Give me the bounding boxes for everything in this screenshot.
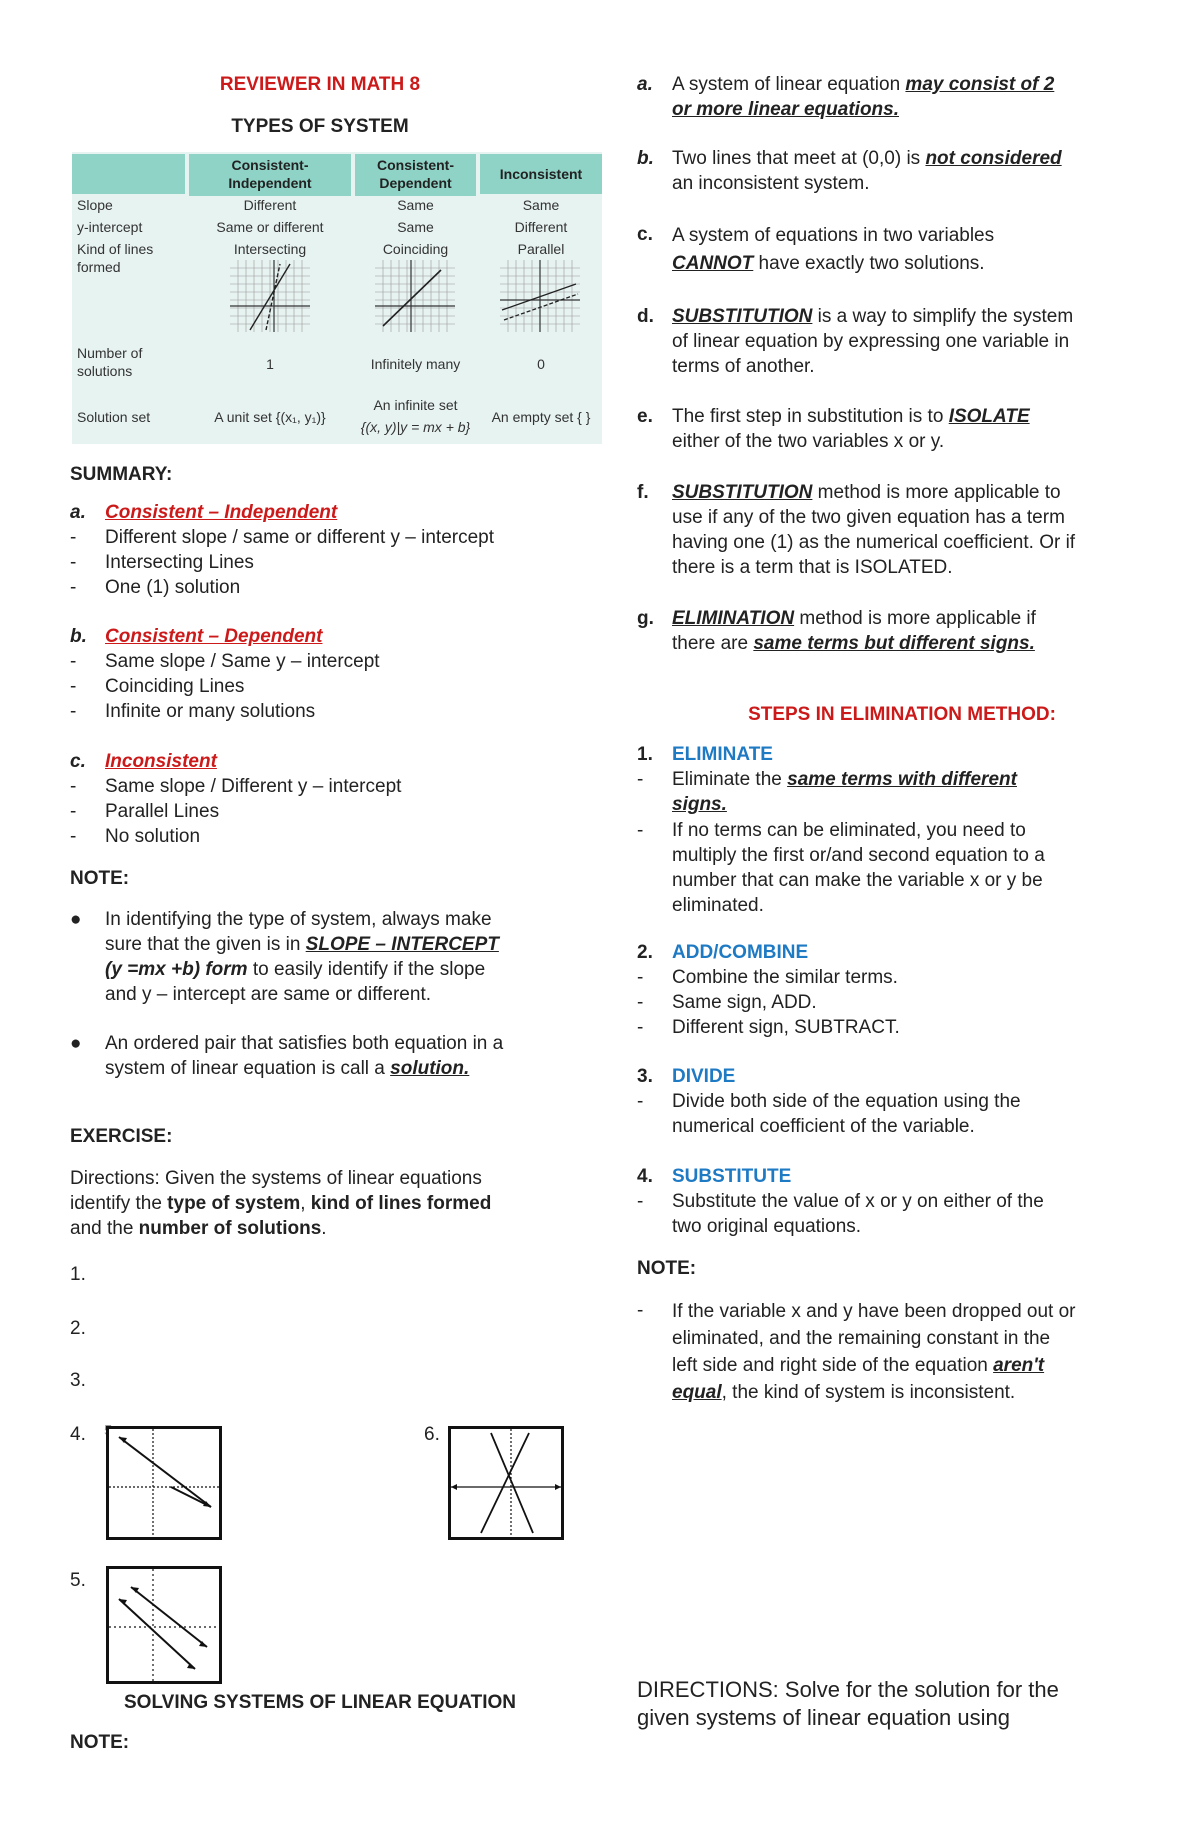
statement-d-t1: SUBSTITUTION <box>672 306 813 327</box>
step-1-item2-line1: If no terms can be eliminated, you need to <box>672 820 1026 841</box>
statement-a-t2: may consist of 2 <box>905 74 1055 95</box>
step-2-item1: Combine the similar terms. <box>672 967 898 988</box>
step-3-num: 3. <box>637 1066 653 1087</box>
step-4-item-line2: two original equations. <box>672 1216 862 1237</box>
statement-b-letter: b. <box>637 148 654 169</box>
statement-g-t4: same terms but different signs. <box>753 633 1035 654</box>
step-3-item-line1: Divide both side of the equation using the <box>672 1091 1021 1112</box>
step-1-title: ELIMINATE <box>672 744 773 765</box>
table-header-inconsistent: Inconsistent <box>480 154 602 194</box>
intersecting-lines-graph <box>230 260 310 332</box>
note2-line1: If the variable x and y have been dropped out or <box>672 1301 1076 1322</box>
types-of-system-table <box>72 152 602 444</box>
summary-b-title: Consistent – Dependent <box>105 626 323 647</box>
note-b1-line2a: sure that the given is in <box>105 934 306 955</box>
statement-e-t2: ISOLATE <box>948 406 1030 427</box>
exercise-item-4: 4. <box>70 1424 86 1445</box>
summary-a-title: Consistent – Independent <box>105 502 338 523</box>
table-header-consistent-independent: Consistent- Independent <box>189 154 351 196</box>
summary-a-item-3: One (1) solution <box>105 577 241 598</box>
statement-g-t3: there are <box>672 633 754 654</box>
steps-heading: STEPS IN ELIMINATION METHOD: <box>748 704 1056 725</box>
exercise-graph-5 <box>106 1566 222 1684</box>
page-subtitle: TYPES OF SYSTEM <box>231 116 409 137</box>
statement-g-t1: ELIMINATION <box>672 608 795 629</box>
note-b2-solution: solution. <box>390 1058 470 1079</box>
note2-heading: NOTE: <box>637 1258 697 1279</box>
cell-cd-solution-set-formula: {(x, y)|y = mx + b} <box>360 419 471 435</box>
note2-equal: equal <box>672 1382 722 1403</box>
parallel-lines-graph <box>500 260 580 332</box>
statement-d-t2: is a way to simplify the system <box>812 306 1074 327</box>
summary-c-title: Inconsistent <box>105 751 217 772</box>
note2-line4b: , the kind of system is inconsistent. <box>721 1382 1016 1403</box>
summary-c-item-3: No solution <box>105 826 201 847</box>
exercise-heading: EXERCISE: <box>70 1126 173 1147</box>
directions-line2: given systems of linear equation using <box>637 1705 1010 1730</box>
statement-g-t2: method is more applicable if <box>794 608 1036 629</box>
step-2-item3: Different sign, SUBTRACT. <box>672 1017 900 1038</box>
step-4-num: 4. <box>637 1166 653 1187</box>
note-b1-line1: In identifying the type of system, always make <box>105 909 492 930</box>
step-3-item-line2: numerical coefficient of the variable. <box>672 1116 975 1137</box>
summary-c-item-2: Parallel Lines <box>105 801 220 822</box>
solving-heading: SOLVING SYSTEMS OF LINEAR EQUATION <box>124 1692 516 1713</box>
table-header-consistent-dependent: Consistent- Dependent <box>355 154 476 196</box>
statement-f-t2: method is more applicable to <box>812 482 1061 503</box>
exercise-type-of-system: type of system <box>167 1193 301 1214</box>
statement-f-t1: SUBSTITUTION <box>672 482 813 503</box>
cell-inc-slope: Same <box>522 197 560 213</box>
statement-b-t2: not considered <box>925 148 1062 169</box>
statement-e-t3: either of the two variables x or y. <box>672 431 945 452</box>
statement-d-t4: terms of another. <box>672 356 815 377</box>
note2-arent: aren't <box>993 1355 1045 1376</box>
statement-c-t2: CANNOT <box>672 253 754 274</box>
exercise-stray-mark: 5 <box>104 1422 113 1439</box>
row-label-y-intercept: y-intercept <box>77 219 143 235</box>
note-b2-line1: An ordered pair that satisfies both equation in a <box>105 1033 504 1054</box>
table-header-blank <box>72 154 185 194</box>
solving-note-heading: NOTE: <box>70 1732 130 1753</box>
statement-c-t1: A system of equations in two variables <box>672 225 995 246</box>
summary-b-letter: b. <box>70 626 87 647</box>
exercise-line1: Directions: Given the systems of linear equations <box>70 1168 482 1189</box>
step-2-item2: Same sign, ADD. <box>672 992 817 1013</box>
statement-g-letter: g. <box>637 608 654 629</box>
exercise-item-3: 3. <box>70 1370 86 1391</box>
step-2-title: ADD/COMBINE <box>672 942 809 963</box>
exercise-line3a: and the <box>70 1218 139 1239</box>
cell-cd-solutions: Infinitely many <box>370 356 461 372</box>
summary-b-item-3: Infinite or many solutions <box>105 701 316 722</box>
row-label-number-of-solutions: Number of solutions <box>77 345 143 379</box>
cell-ci-slope: Different <box>243 197 297 213</box>
exercise-comma: , <box>300 1193 311 1214</box>
summary-b-item-2: Coinciding Lines <box>105 676 245 697</box>
note-b2-line2a: system of linear equation is call a <box>105 1058 391 1079</box>
coinciding-lines-graph <box>375 260 455 332</box>
row-label-slope: Slope <box>77 197 113 213</box>
step-2-num: 2. <box>637 942 653 963</box>
note-b1-line3b: to easily identify if the slope <box>247 959 486 980</box>
statement-c-t3: have exactly two solutions. <box>753 253 985 274</box>
statement-e-t1: The first step in substitution is to <box>672 406 949 427</box>
cell-ci-lines: Intersecting <box>233 241 307 257</box>
statement-d-t3: of linear equation by expressing one variable in <box>672 331 1070 352</box>
exercise-directions <box>70 1166 570 1241</box>
cell-cd-lines: Coinciding <box>382 241 449 257</box>
cell-ci-yint: Same or different <box>216 219 324 235</box>
statement-a-letter: a. <box>637 74 653 95</box>
cell-inc-yint: Different <box>514 219 568 235</box>
summary-a-letter: a. <box>70 502 86 523</box>
statement-f-t5: there is a term that is ISOLATED. <box>672 557 953 578</box>
step-1-item2-line3: number that can make the variable x or y be <box>672 870 1043 891</box>
note2-line2: eliminated, and the remaining constant in the <box>672 1328 1051 1349</box>
step-4-title: SUBSTITUTE <box>672 1166 792 1187</box>
exercise-kind-of-lines: kind of lines formed <box>310 1193 492 1214</box>
note-b1-slope-intercept: SLOPE – INTERCEPT <box>305 934 499 955</box>
step-1-item1a: Eliminate the <box>672 769 788 790</box>
exercise-graph-6 <box>448 1426 564 1540</box>
page-title: REVIEWER IN MATH 8 <box>219 74 421 95</box>
exercise-period: . <box>321 1218 327 1239</box>
directions <box>637 1676 1167 1732</box>
exercise-number-of-solutions: number of solutions <box>138 1218 322 1239</box>
cell-cd-solution-set: An infinite set <box>373 397 458 413</box>
summary-b-item-1: Same slope / Same y – intercept <box>105 651 380 672</box>
summary-heading: SUMMARY: <box>70 464 173 485</box>
exercise-line2a: identify the <box>70 1193 168 1214</box>
note-b1-form: (y =mx +b) form <box>105 959 248 980</box>
statement-a-t3: or more linear equations. <box>672 99 899 120</box>
summary-c-item-1: Same slope / Different y – intercept <box>105 776 402 797</box>
step-4-item-line1: Substitute the value of x or y on either of the <box>672 1191 1044 1212</box>
row-label-kind-of-lines: Kind of lines formed <box>77 241 154 275</box>
directions-line1: DIRECTIONS: Solve for the solution for the <box>637 1677 1059 1702</box>
note-b1-line4: and y – intercept are same or different. <box>105 984 431 1005</box>
summary-a-item-1: Different slope / same or different y – intercept <box>105 527 494 548</box>
statement-f-t4: having one (1) as the numerical coefficient. Or if <box>672 532 1076 553</box>
cell-inc-solutions: 0 <box>537 356 545 372</box>
statement-a-t1: A system of linear equation <box>672 74 906 95</box>
note2-line3a: left side and right side of the equation <box>672 1355 994 1376</box>
cell-inc-solution-set: An empty set { } <box>491 409 591 425</box>
step-1-item2-line4: eliminated. <box>672 895 764 916</box>
step-3-title: DIVIDE <box>672 1066 736 1087</box>
row-label-solution-set: Solution set <box>77 409 151 425</box>
exercise-graph-4 <box>106 1426 222 1540</box>
exercise-item-2: 2. <box>70 1318 86 1339</box>
cell-cd-slope: Same <box>397 197 434 213</box>
step-1-item1b: same terms with different <box>787 769 1017 790</box>
summary-a-item-2: Intersecting Lines <box>105 552 254 573</box>
statement-c-letter: c. <box>637 224 653 245</box>
statement-d-letter: d. <box>637 306 654 327</box>
exercise-item-5: 5. <box>70 1570 86 1591</box>
step-1-num: 1. <box>637 744 653 765</box>
cell-inc-lines: Parallel <box>517 241 565 257</box>
note-heading: NOTE: <box>70 868 130 889</box>
cell-ci-solution-set: A unit set {(x₁, y₁)} <box>214 409 326 425</box>
step-1-item1c: signs. <box>672 794 727 815</box>
statement-b-t1: Two lines that meet at (0,0) is <box>672 148 926 169</box>
cell-ci-solutions: 1 <box>266 356 274 372</box>
exercise-item-6: 6. <box>424 1424 440 1445</box>
exercise-item-1: 1. <box>70 1264 86 1285</box>
statement-f-letter: f. <box>637 482 649 503</box>
statement-f-t3: use if any of the two given equation has a term <box>672 507 1065 528</box>
statement-b-t3: an inconsistent system. <box>672 173 870 194</box>
cell-cd-yint: Same <box>397 219 434 235</box>
statement-e-letter: e. <box>637 406 653 427</box>
summary-c-letter: c. <box>70 751 86 772</box>
step-1-item2-line2: multiply the first or/and second equation to a <box>672 845 1045 866</box>
